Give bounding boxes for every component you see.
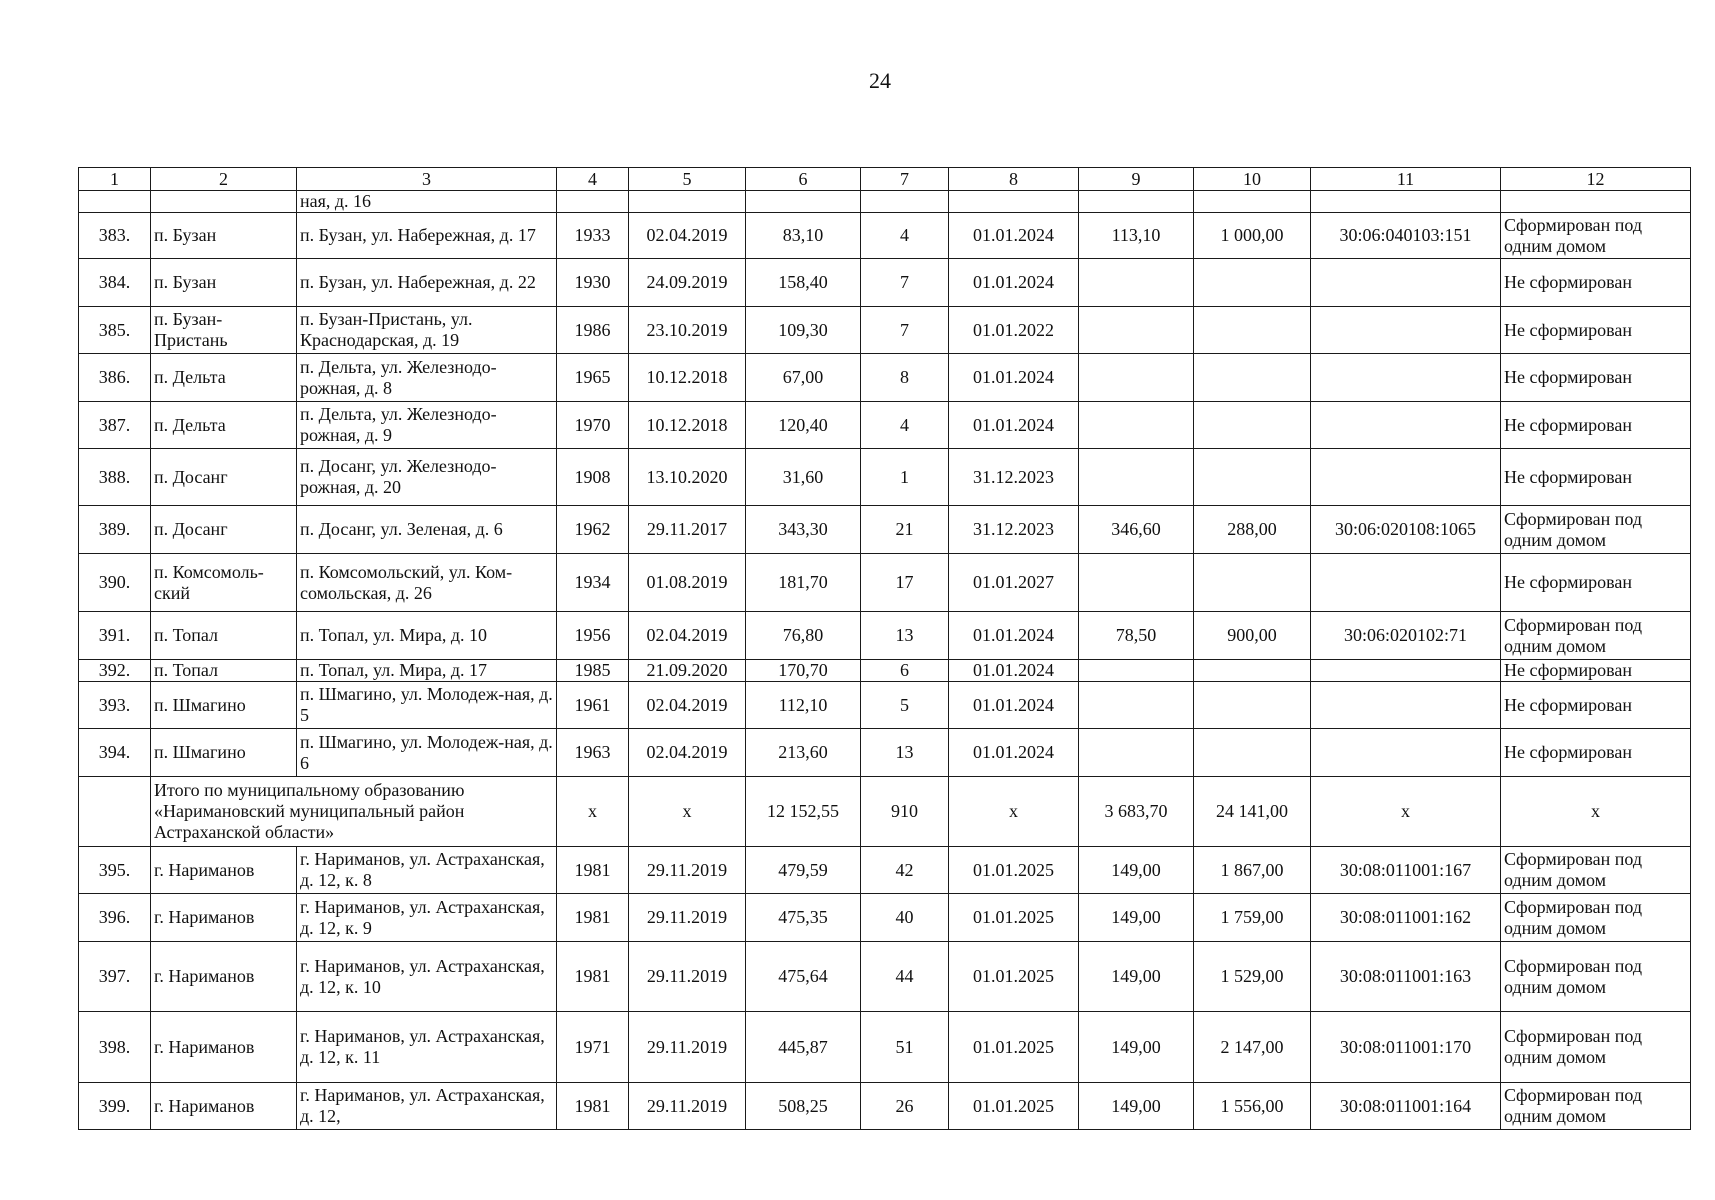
cadastral-number-cell: 30:08:011001:170 — [1311, 1012, 1501, 1083]
column-header: 11 — [1311, 168, 1501, 191]
emergency-date-cell: 10.12.2018 — [629, 354, 746, 402]
land-cost-cell — [1194, 449, 1311, 506]
settlement-cell: п. Топал — [151, 612, 297, 660]
land-cost-cell — [1194, 259, 1311, 307]
land-area-cell — [1079, 729, 1194, 777]
residents-cell: 4 — [861, 402, 949, 449]
residents-cell: 17 — [861, 554, 949, 612]
row-number-cell: 394. — [79, 729, 151, 777]
table-row — [79, 307, 1691, 354]
settlement-cell: г. Нариманов — [151, 847, 297, 894]
cadastral-number-cell — [1311, 449, 1501, 506]
cadastral-number-cell — [1311, 354, 1501, 402]
total-row — [79, 777, 1691, 847]
resettlement-date-cell: 01.01.2025 — [949, 894, 1079, 942]
land-cost-cell: 1 000,00 — [1194, 213, 1311, 259]
settlement-cell: п. Топал — [151, 660, 297, 682]
table-row — [79, 729, 1691, 777]
row-number-cell: 389. — [79, 506, 151, 554]
cadastral-number-cell — [1311, 402, 1501, 449]
row-number-cell: 395. — [79, 847, 151, 894]
cadastral-number-cell: 30:06:020108:1065 — [1311, 506, 1501, 554]
residents-cell: 21 — [861, 506, 949, 554]
column-header: 3 — [297, 168, 557, 191]
emergency-date-cell: 29.11.2019 — [629, 942, 746, 1012]
land-status-cell: Сформирован под одним домом — [1501, 942, 1691, 1012]
build-year-cell: 1961 — [557, 682, 629, 729]
resettlement-date-cell: 01.01.2025 — [949, 1083, 1079, 1130]
build-year-cell: 1981 — [557, 1083, 629, 1130]
settlement-cell: п. Дельта — [151, 402, 297, 449]
land-status-cell: Сформирован под одним домом — [1501, 847, 1691, 894]
land-area-cell: 149,00 — [1079, 1083, 1194, 1130]
land-area-cell — [1079, 449, 1194, 506]
emergency-date-cell: 02.04.2019 — [629, 213, 746, 259]
emergency-date-cell: 29.11.2019 — [629, 847, 746, 894]
build-year-cell — [557, 191, 629, 213]
area-cell: 112,10 — [746, 682, 861, 729]
resettlement-date-cell: 01.01.2025 — [949, 942, 1079, 1012]
build-year-cell: 1971 — [557, 1012, 629, 1083]
row-number-cell: 388. — [79, 449, 151, 506]
land-area-cell: 149,00 — [1079, 894, 1194, 942]
emergency-date-cell: 29.11.2017 — [629, 506, 746, 554]
row-number-cell: 392. — [79, 660, 151, 682]
build-year-cell: 1930 — [557, 259, 629, 307]
land-status-cell: Сформирован под одним домом — [1501, 894, 1691, 942]
area-cell: 67,00 — [746, 354, 861, 402]
residents-cell: 42 — [861, 847, 949, 894]
build-year-cell: 1981 — [557, 894, 629, 942]
land-cost-cell — [1194, 682, 1311, 729]
residents-cell: 26 — [861, 1083, 949, 1130]
land-cost-cell: 2 147,00 — [1194, 1012, 1311, 1083]
land-area-cell — [1079, 354, 1194, 402]
row-number-cell: 385. — [79, 307, 151, 354]
land-area-cell: 149,00 — [1079, 1012, 1194, 1083]
emergency-date-cell: 29.11.2019 — [629, 1012, 746, 1083]
land-cost-cell — [1194, 729, 1311, 777]
table-row — [79, 1012, 1691, 1083]
address-cell: п. Комсомольский, ул. Ком-сомольская, д. 26 — [297, 554, 557, 612]
row-number-cell — [79, 191, 151, 213]
cadastral-number-cell — [1311, 554, 1501, 612]
emergency-date-cell: 13.10.2020 — [629, 449, 746, 506]
land-cost-cell — [1194, 402, 1311, 449]
area-cell: 343,30 — [746, 506, 861, 554]
resettlement-date-cell: 31.12.2023 — [949, 449, 1079, 506]
build-year-cell: 1908 — [557, 449, 629, 506]
resettlement-date-cell: 01.01.2024 — [949, 213, 1079, 259]
residents-cell: 13 — [861, 729, 949, 777]
build-year-cell: 1981 — [557, 847, 629, 894]
table-row — [79, 506, 1691, 554]
total-value: x — [1311, 777, 1501, 847]
build-year-cell: 1981 — [557, 942, 629, 1012]
residents-cell: 44 — [861, 942, 949, 1012]
table-row — [79, 660, 1691, 682]
cadastral-number-cell: 30:08:011001:163 — [1311, 942, 1501, 1012]
emergency-date-cell: 23.10.2019 — [629, 307, 746, 354]
land-area-cell — [1079, 660, 1194, 682]
address-cell: п. Топал, ул. Мира, д. 17 — [297, 660, 557, 682]
cadastral-number-cell: 30:06:020102:71 — [1311, 612, 1501, 660]
table-row — [79, 1083, 1691, 1130]
emergency-date-cell: 21.09.2020 — [629, 660, 746, 682]
settlement-cell: п. Комсомоль-ский — [151, 554, 297, 612]
address-cell: п. Топал, ул. Мира, д. 10 — [297, 612, 557, 660]
row-number-cell: 391. — [79, 612, 151, 660]
land-cost-cell: 288,00 — [1194, 506, 1311, 554]
area-cell: 475,35 — [746, 894, 861, 942]
housing-registry-table — [78, 167, 1691, 1130]
table-row — [79, 942, 1691, 1012]
table-row — [79, 894, 1691, 942]
emergency-date-cell: 02.04.2019 — [629, 682, 746, 729]
area-cell: 83,10 — [746, 213, 861, 259]
land-status-cell: Не сформирован — [1501, 660, 1691, 682]
area-cell: 479,59 — [746, 847, 861, 894]
total-value: x — [557, 777, 629, 847]
land-cost-cell — [1194, 354, 1311, 402]
table-row — [79, 612, 1691, 660]
area-cell: 170,70 — [746, 660, 861, 682]
table-row — [79, 191, 1691, 213]
land-status-cell: Не сформирован — [1501, 402, 1691, 449]
address-cell: п. Бузан, ул. Набережная, д. 22 — [297, 259, 557, 307]
total-label: Итого по муниципальному образованию «Наримановский муниципальный район Астраханской области» — [151, 777, 557, 847]
resettlement-date-cell: 01.01.2024 — [949, 259, 1079, 307]
area-cell: 109,30 — [746, 307, 861, 354]
land-cost-cell — [1194, 660, 1311, 682]
land-area-cell — [1079, 402, 1194, 449]
build-year-cell: 1985 — [557, 660, 629, 682]
row-number-cell: 384. — [79, 259, 151, 307]
residents-cell: 51 — [861, 1012, 949, 1083]
land-status-cell: Не сформирован — [1501, 449, 1691, 506]
land-status-cell: Не сформирован — [1501, 259, 1691, 307]
settlement-cell: п. Дельта — [151, 354, 297, 402]
build-year-cell: 1986 — [557, 307, 629, 354]
land-status-cell: Сформирован под одним домом — [1501, 1083, 1691, 1130]
column-header: 10 — [1194, 168, 1311, 191]
land-area-cell — [1079, 307, 1194, 354]
settlement-cell: п. Досанг — [151, 506, 297, 554]
total-value: 12 152,55 — [746, 777, 861, 847]
row-number-cell: 398. — [79, 1012, 151, 1083]
table-row — [79, 554, 1691, 612]
build-year-cell: 1963 — [557, 729, 629, 777]
emergency-date-cell: 02.04.2019 — [629, 612, 746, 660]
column-header: 8 — [949, 168, 1079, 191]
address-cell: г. Нариманов, ул. Астраханская, д. 12, к. 11 — [297, 1012, 557, 1083]
land-status-cell: Не сформирован — [1501, 307, 1691, 354]
address-cell: п. Дельта, ул. Железнодо-рожная, д. 8 — [297, 354, 557, 402]
settlement-cell — [151, 191, 297, 213]
cadastral-number-cell: 30:08:011001:167 — [1311, 847, 1501, 894]
land-area-cell: 113,10 — [1079, 213, 1194, 259]
land-status-cell: Сформирован под одним домом — [1501, 1012, 1691, 1083]
residents-cell: 13 — [861, 612, 949, 660]
settlement-cell: г. Нариманов — [151, 1012, 297, 1083]
column-header: 12 — [1501, 168, 1691, 191]
address-cell: г. Нариманов, ул. Астраханская, д. 12, к. 9 — [297, 894, 557, 942]
row-number-cell: 393. — [79, 682, 151, 729]
land-cost-cell — [1194, 554, 1311, 612]
area-cell: 475,64 — [746, 942, 861, 1012]
build-year-cell: 1962 — [557, 506, 629, 554]
land-cost-cell: 1 529,00 — [1194, 942, 1311, 1012]
emergency-date-cell: 24.09.2019 — [629, 259, 746, 307]
resettlement-date-cell: 01.01.2027 — [949, 554, 1079, 612]
residents-cell — [861, 191, 949, 213]
cadastral-number-cell: 30:08:011001:162 — [1311, 894, 1501, 942]
address-cell: г. Нариманов, ул. Астраханская, д. 12, к. 10 — [297, 942, 557, 1012]
land-status-cell: Сформирован под одним домом — [1501, 506, 1691, 554]
build-year-cell: 1970 — [557, 402, 629, 449]
settlement-cell: п. Шмагино — [151, 729, 297, 777]
land-cost-cell: 1 867,00 — [1194, 847, 1311, 894]
area-cell — [746, 191, 861, 213]
resettlement-date-cell: 01.01.2024 — [949, 682, 1079, 729]
settlement-cell: п. Бузан — [151, 259, 297, 307]
address-cell: г. Нариманов, ул. Астраханская, д. 12, к. 8 — [297, 847, 557, 894]
row-number-cell: 397. — [79, 942, 151, 1012]
address-cell: п. Досанг, ул. Железнодо-рожная, д. 20 — [297, 449, 557, 506]
land-area-cell: 346,60 — [1079, 506, 1194, 554]
total-value: 3 683,70 — [1079, 777, 1194, 847]
land-area-cell: 149,00 — [1079, 847, 1194, 894]
column-header: 9 — [1079, 168, 1194, 191]
residents-cell: 40 — [861, 894, 949, 942]
land-area-cell — [1079, 682, 1194, 729]
land-status-cell: Не сформирован — [1501, 554, 1691, 612]
build-year-cell: 1934 — [557, 554, 629, 612]
resettlement-date-cell: 01.01.2025 — [949, 847, 1079, 894]
settlement-cell: г. Нариманов — [151, 1083, 297, 1130]
total-value: x — [629, 777, 746, 847]
land-status-cell: Не сформирован — [1501, 729, 1691, 777]
cadastral-number-cell — [1311, 682, 1501, 729]
land-cost-cell — [1194, 307, 1311, 354]
land-cost-cell — [1194, 191, 1311, 213]
settlement-cell: п. Досанг — [151, 449, 297, 506]
table-row — [79, 402, 1691, 449]
cadastral-number-cell: 30:08:011001:164 — [1311, 1083, 1501, 1130]
page-number: 24 — [869, 68, 891, 93]
emergency-date-cell: 10.12.2018 — [629, 402, 746, 449]
row-number-cell: 396. — [79, 894, 151, 942]
cadastral-number-cell — [1311, 307, 1501, 354]
total-value: 24 141,00 — [1194, 777, 1311, 847]
column-header: 2 — [151, 168, 297, 191]
land-area-cell — [1079, 191, 1194, 213]
address-cell: п. Досанг, ул. Зеленая, д. 6 — [297, 506, 557, 554]
settlement-cell: п. Бузан — [151, 213, 297, 259]
resettlement-date-cell: 01.01.2024 — [949, 612, 1079, 660]
resettlement-date-cell: 01.01.2025 — [949, 1012, 1079, 1083]
address-cell: п. Шмагино, ул. Молодеж-ная, д. 6 — [297, 729, 557, 777]
row-number-cell: 390. — [79, 554, 151, 612]
land-status-cell — [1501, 191, 1691, 213]
land-cost-cell: 1 759,00 — [1194, 894, 1311, 942]
settlement-cell: п. Бузан-Пристань — [151, 307, 297, 354]
table-row — [79, 213, 1691, 259]
table-row — [79, 682, 1691, 729]
total-empty-cell — [79, 777, 151, 847]
resettlement-date-cell: 01.01.2024 — [949, 402, 1079, 449]
residents-cell: 5 — [861, 682, 949, 729]
table-row — [79, 449, 1691, 506]
address-cell: ная, д. 16 — [297, 191, 557, 213]
table-row — [79, 847, 1691, 894]
column-header: 1 — [79, 168, 151, 191]
resettlement-date-cell: 01.01.2022 — [949, 307, 1079, 354]
land-cost-cell: 1 556,00 — [1194, 1083, 1311, 1130]
row-number-cell: 383. — [79, 213, 151, 259]
residents-cell: 6 — [861, 660, 949, 682]
cadastral-number-cell: 30:06:040103:151 — [1311, 213, 1501, 259]
cadastral-number-cell — [1311, 729, 1501, 777]
total-value: x — [1501, 777, 1691, 847]
land-area-cell: 78,50 — [1079, 612, 1194, 660]
emergency-date-cell: 01.08.2019 — [629, 554, 746, 612]
area-cell: 158,40 — [746, 259, 861, 307]
area-cell: 31,60 — [746, 449, 861, 506]
land-status-cell: Сформирован под одним домом — [1501, 213, 1691, 259]
resettlement-date-cell — [949, 191, 1079, 213]
residents-cell: 1 — [861, 449, 949, 506]
land-area-cell: 149,00 — [1079, 942, 1194, 1012]
cadastral-number-cell — [1311, 259, 1501, 307]
cadastral-number-cell — [1311, 660, 1501, 682]
land-status-cell: Не сформирован — [1501, 682, 1691, 729]
address-cell: г. Нариманов, ул. Астраханская, д. 12, — [297, 1083, 557, 1130]
row-number-cell: 386. — [79, 354, 151, 402]
column-header: 4 — [557, 168, 629, 191]
address-cell: п. Бузан-Пристань, ул. Краснодарская, д. 19 — [297, 307, 557, 354]
column-header: 7 — [861, 168, 949, 191]
residents-cell: 8 — [861, 354, 949, 402]
land-status-cell: Сформирован под одним домом — [1501, 612, 1691, 660]
row-number-cell: 399. — [79, 1083, 151, 1130]
build-year-cell: 1956 — [557, 612, 629, 660]
area-cell: 181,70 — [746, 554, 861, 612]
land-area-cell — [1079, 554, 1194, 612]
resettlement-date-cell: 31.12.2023 — [949, 506, 1079, 554]
settlement-cell: г. Нариманов — [151, 894, 297, 942]
emergency-date-cell — [629, 191, 746, 213]
build-year-cell: 1965 — [557, 354, 629, 402]
area-cell: 120,40 — [746, 402, 861, 449]
build-year-cell: 1933 — [557, 213, 629, 259]
area-cell: 76,80 — [746, 612, 861, 660]
total-value: 910 — [861, 777, 949, 847]
column-header: 6 — [746, 168, 861, 191]
resettlement-date-cell: 01.01.2024 — [949, 660, 1079, 682]
settlement-cell: г. Нариманов — [151, 942, 297, 1012]
residents-cell: 7 — [861, 259, 949, 307]
settlement-cell: п. Шмагино — [151, 682, 297, 729]
total-value: x — [949, 777, 1079, 847]
cadastral-number-cell — [1311, 191, 1501, 213]
table-row — [79, 354, 1691, 402]
residents-cell: 7 — [861, 307, 949, 354]
land-status-cell: Не сформирован — [1501, 354, 1691, 402]
land-cost-cell: 900,00 — [1194, 612, 1311, 660]
column-number-header-row — [79, 168, 1691, 191]
area-cell: 445,87 — [746, 1012, 861, 1083]
resettlement-date-cell: 01.01.2024 — [949, 729, 1079, 777]
column-header: 5 — [629, 168, 746, 191]
resettlement-date-cell: 01.01.2024 — [949, 354, 1079, 402]
area-cell: 508,25 — [746, 1083, 861, 1130]
address-cell: п. Дельта, ул. Железнодо-рожная, д. 9 — [297, 402, 557, 449]
row-number-cell: 387. — [79, 402, 151, 449]
emergency-date-cell: 29.11.2019 — [629, 1083, 746, 1130]
table-row — [79, 259, 1691, 307]
address-cell: п. Шмагино, ул. Молодеж-ная, д. 5 — [297, 682, 557, 729]
residents-cell: 4 — [861, 213, 949, 259]
emergency-date-cell: 29.11.2019 — [629, 894, 746, 942]
emergency-date-cell: 02.04.2019 — [629, 729, 746, 777]
address-cell: п. Бузан, ул. Набережная, д. 17 — [297, 213, 557, 259]
land-area-cell — [1079, 259, 1194, 307]
area-cell: 213,60 — [746, 729, 861, 777]
